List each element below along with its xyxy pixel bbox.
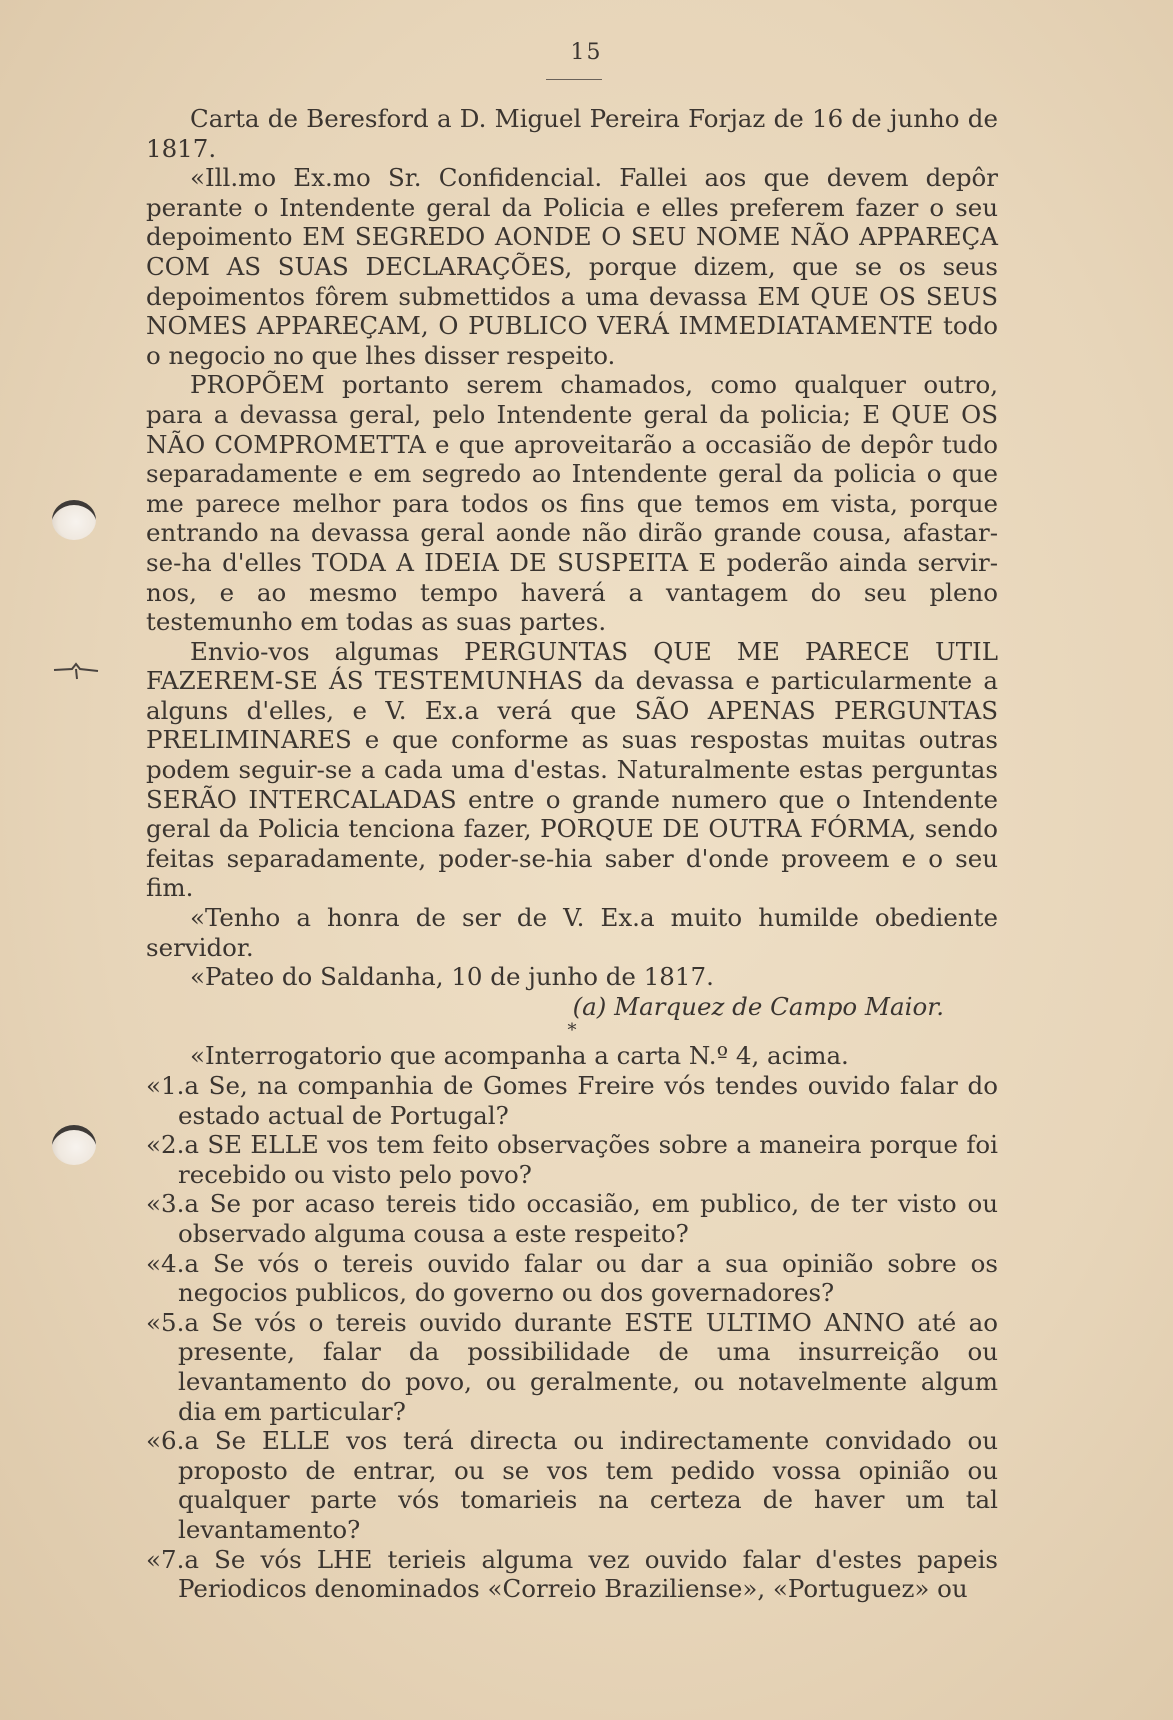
question-item: «6.a Se ELLE vos terá directa ou indirectamente convidado ou proposto de entrar, ou se vos tem pedido vossa opinião ou qualquer parte vós tomarieis na certeza de haver um tal levantamento? (146, 1426, 998, 1544)
question-item: «1.a Se, na companhia de Gomes Freire vós tendes ouvido falar do estado actual de Portugal? (146, 1071, 998, 1130)
letter-paragraph: PROPÕEM portanto serem chamados, como qualquer outro, para a devassa geral, pelo Intendente geral da policia; E QUE OS NÃO COMPROMETTA e que aproveitarão a occasião de depôr tudo separadamente e em segredo ao Intendente geral da policia o que me parece melhor para todos os fins que temos em vista, porque entrando na devassa geral aonde não dirão grande cousa, afastar-se-ha d'elles TODA A IDEIA DE SUSPEITA E poderão ainda servir-nos, e ao mesmo tempo haverá a vantagem do seu pleno testemunho em todas as suas partes. (146, 370, 998, 637)
page-number-rule (546, 79, 602, 80)
page-number: 15 (570, 40, 603, 65)
ink-mark (52, 660, 100, 680)
question-item: «3.a Se por acaso tereis tido occasião, em publico, de ter visto ou observado alguma cousa a este respeito? (146, 1189, 998, 1248)
letter-paragraph: Envio-vos algumas PERGUNTAS QUE ME PARECE UTIL FAZEREM-SE ÁS TESTEMUNHAS da devassa e particularmente a alguns d'elles, e V. Ex.a verá que SÃO APENAS PERGUNTAS PRELIMINARES e que conforme as suas respostas muitas outras podem seguir-se a cada uma d'estas. Naturalmente estas perguntas SERÃO INTERCALADAS entre o grande numero que o Intendente geral da Policia tenciona fazer, PORQUE DE OUTRA FÓRMA, sendo feitas separadamente, poder-se-hia saber d'onde proveem e o seu fim. (146, 636, 998, 903)
text-block (146, 104, 998, 1604)
separator-asterisk: * (567, 1020, 577, 1042)
letter-place-date: «Pateo do Saldanha, 10 de junho de 1817. (190, 962, 714, 992)
punch-hole-lower (52, 1125, 96, 1165)
interrogatorio-heading: «Interrogatorio que acompanha a carta N.º 4, acima. (190, 1041, 849, 1071)
punch-hole-upper (52, 500, 96, 540)
letter-paragraph: «Ill.mo Ex.mo Sr. Confidencial. Fallei aos que devem depôr perante o Intendente geral da Policia e elles preferem fazer o seu depoimento EM SEGREDO AONDE O SEU NOME NÃO APPAREÇA COM AS SUAS DECLARAÇÕES, porque dizem, que se os seus depoimentos fôrem submettidos a uma devassa EM QUE OS SEUS NOMES APPAREÇAM, O PUBLICO VERÁ IMMEDIATAMENTE todo o negocio no que lhes disser respeito. (146, 163, 998, 370)
question-item: «5.a Se vós o tereis ouvido durante ESTE ULTIMO ANNO até ao presente, falar da possibilidade de uma insurreição ou levantamento do povo, ou geralmente, ou notavelmente algum dia em particular? (146, 1307, 998, 1426)
question-item: «7.a Se vós LHE terieis alguma vez ouvido falar d'estes papeis Periodicos denominados «Correio Braziliense», «Portuguez» ou (146, 1544, 998, 1604)
question-item: «4.a Se vós o tereis ouvido falar ou dar a sua opinião sobre os negocios publicos, do governo ou dos governadores? (146, 1248, 998, 1308)
letter-heading: Carta de Beresford a D. Miguel Pereira Forjaz de 16 de junho de 1817. (146, 104, 998, 163)
question-item: «2.a SE ELLE vos tem feito observações sobre a maneira porque foi recebido ou visto pelo povo? (146, 1130, 998, 1189)
signature: (a) Marquez de Campo Maior. (572, 991, 944, 1021)
letter-closing: «Tenho a honra de ser de V. Ex.a muito humilde obediente servidor. (146, 903, 998, 962)
